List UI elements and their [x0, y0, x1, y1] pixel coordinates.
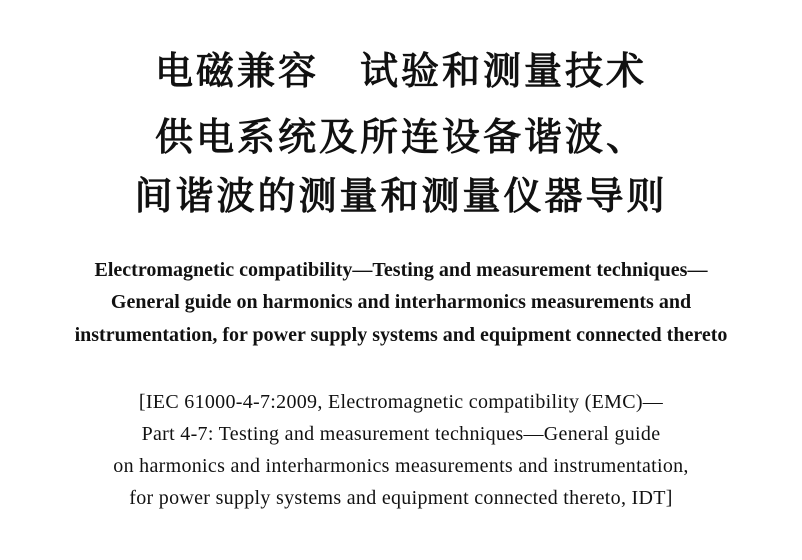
english-title-line-2: General guide on harmonics and interharmonics measurements and: [110, 291, 692, 313]
english-title-line-3: instrumentation, for power supply systems and equipment connected thereto: [74, 324, 728, 346]
chinese-title-line-2: 供电系统及所连设备谐波、: [154, 115, 647, 159]
english-title-line-1: Electromagnetic compatibility—Testing and measurement techniques—: [94, 259, 708, 281]
chinese-title-line-3: 间谐波的测量和测量仪器导则: [134, 174, 668, 218]
standard-reference-line-4: for power supply systems and equipment connected thereto, IDT]: [129, 487, 673, 509]
chinese-title-line-1: 电磁兼容 试验和测量技术: [154, 49, 647, 93]
standard-reference-line-2: Part 4-7: Testing and measurement techniques—General guide: [141, 423, 661, 445]
standard-reference-line-3: on harmonics and interharmonics measurements and instrumentation,: [113, 455, 689, 477]
standard-reference-line-1: [IEC 61000-4-7:2009, Electromagnetic compatibility (EMC)—: [138, 391, 664, 413]
